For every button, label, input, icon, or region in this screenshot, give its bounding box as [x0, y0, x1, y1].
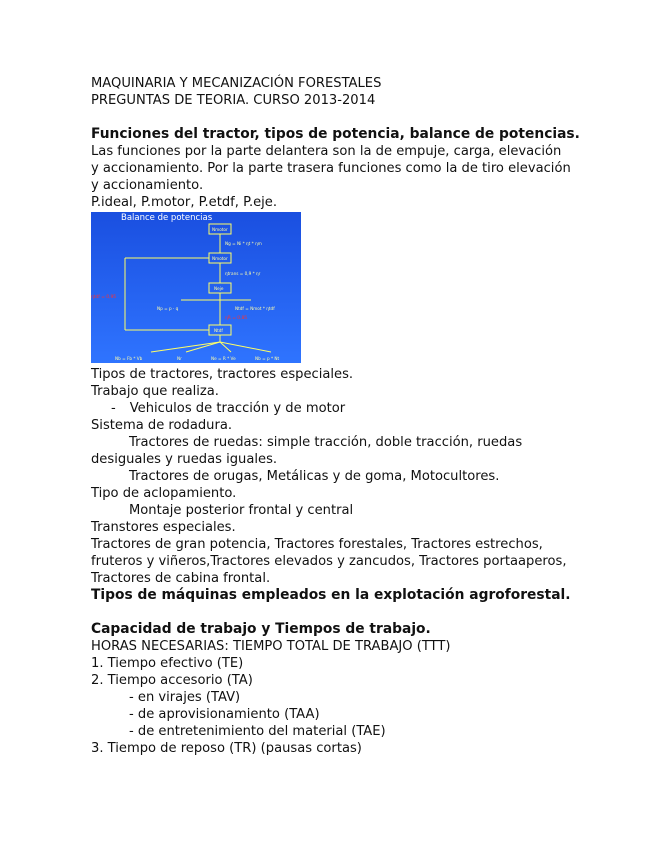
bullet-line: [91, 400, 571, 417]
text-line: Montaje posterior frontal y central: [129, 503, 354, 518]
text-line: - de entretenimiento del material (TAE): [129, 724, 386, 739]
dash-marker: -: [111, 401, 116, 416]
paragraph-line: Las funciones por la parte delantera son la de empuje, carga, elevación: [91, 144, 562, 159]
doc-title-1: MAQUINARIA Y MECANIZACIÓN FORESTALES: [91, 76, 382, 91]
power-types-line: P.ideal, P.motor, P.etdf, P.eje.: [91, 195, 278, 210]
section-heading-funciones: Funciones del tractor, tipos de potencia, balance de potencias.: [91, 126, 580, 142]
bottom-label: Nb = p * Nt: [255, 356, 280, 361]
text-line: desiguales y ruedas iguales.: [91, 452, 278, 467]
etrans-label: ηtrans = 0,9 * ηr: [225, 271, 261, 276]
bottom-label: Ne = R * Ve: [211, 356, 236, 361]
text-line: 3. Tiempo de reposo (TR) (pausas cortas): [91, 741, 362, 756]
box-label: Ntdf: [214, 328, 223, 333]
text-line: Tipos de tractores, tractores especiales.: [91, 367, 354, 382]
power-balance-diagram: [91, 212, 301, 363]
etdf-red-label: ηtdf = 0,95: [91, 295, 117, 300]
box-label: Nmotor: [212, 227, 228, 232]
paragraph-line: y accionamiento.: [91, 178, 204, 193]
bottom-label: Nb = Fb * Vb: [115, 356, 143, 361]
text-line: - de aprovisionamiento (TAA): [129, 707, 320, 722]
text-line: - en virajes (TAV): [129, 690, 241, 705]
power-balance-figure: [91, 212, 301, 363]
text-line: Trabajo que realiza.: [91, 384, 219, 399]
paragraph-line: y accionamiento. Por la parte trasera funciones como la de tiro elevación: [91, 161, 571, 176]
text-line: Sistema de rodadura.: [91, 418, 233, 433]
figure-title: Balance de potencias: [121, 213, 213, 223]
section-heading-maquinas: Tipos de máquinas empleados en la explotación agroforestal.: [91, 587, 571, 603]
bottom-label: Nr: [177, 356, 182, 361]
text-line: fruteros y viñeros,Tractores elevados y zancudos, Tractores portaaperos,: [91, 554, 567, 569]
er-red-label: ηR = 0,85: [225, 316, 248, 321]
text-line: HORAS NECESARIAS: TIEMPO TOTAL DE TRABAJO (TTT): [91, 639, 451, 654]
figure-background: [91, 212, 301, 363]
text-line: 1. Tiempo efectivo (TE): [91, 656, 244, 671]
text-line: 2. Tiempo accesorio (TA): [91, 673, 253, 688]
bullet-text: Vehiculos de tracción y de motor: [129, 401, 346, 416]
ng-label: Ng = Ni * ηt * ηm: [225, 241, 262, 246]
text-line: Tractores de ruedas: simple tracción, doble tracción, ruedas: [129, 435, 523, 450]
text-line: Tractores de orugas, Metálicas y de goma, Motocultores.: [129, 469, 500, 484]
text-line: Tractores de gran potencia, Tractores forestales, Tractores estrechos,: [91, 537, 543, 552]
np-label: Np = p · q: [157, 306, 179, 311]
doc-title-2: PREGUNTAS DE TEORIA. CURSO 2013-2014: [91, 93, 376, 108]
text-line: Tipo de aclopamiento.: [91, 486, 237, 501]
ntdf-label: Ntdf = Nmot * ηtdf: [235, 306, 275, 311]
section-heading-capacidad: Capacidad de trabajo y Tiempos de trabajo.: [91, 621, 431, 637]
text-line: Tractores de cabina frontal.: [91, 571, 271, 586]
box-label: Nmotor: [212, 256, 228, 261]
text-line: Transtores especiales.: [91, 520, 236, 535]
box-label: Neje: [214, 286, 224, 291]
document-page: [91, 75, 580, 757]
